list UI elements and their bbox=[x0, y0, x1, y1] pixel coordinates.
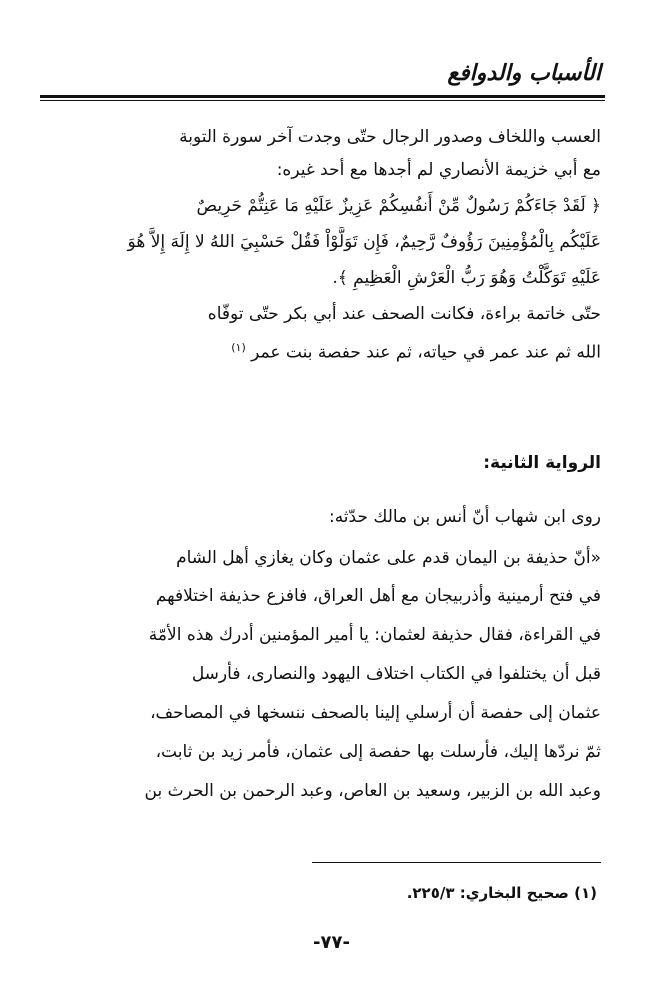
footnote: (١) صحيح البخاري: ٢٢٥/٣. bbox=[406, 884, 597, 902]
text-line: مع أبي خزيمة الأنصاري لم أجدها مع أحد غيره: bbox=[276, 160, 601, 180]
text-line: روى ابن شهاب أنّ أنس بن مالك حدّثه: bbox=[328, 507, 601, 527]
body-text-block-2 bbox=[70, 502, 601, 806]
quran-verse-line: عَلَيْكُم بِالْمُؤْمِنِينَ رَؤُوفٌ رَّحِيمٌ، فَإِن تَوَلَّوْاْ فَقُلْ حَسْبِيَ اللهُ لا إِلَهَ إِلاَّ هُوَ bbox=[127, 232, 601, 252]
running-header-title: الأسباب والدوافع bbox=[447, 60, 601, 86]
header-rule bbox=[40, 95, 605, 98]
text-line: حتّى خاتمة براءة، فكانت الصحف عند أبي بكر حتّى توفّاه bbox=[207, 304, 601, 324]
body-text-block-1 bbox=[70, 122, 601, 363]
section-heading: الرواية الثانية: bbox=[483, 453, 601, 473]
header-rule-thin bbox=[40, 100, 605, 101]
text-line: ثمّ نردّها إليك، فأرسلت بها حفصة إلى عثمان، فأمر زيد بن ثابت، bbox=[155, 742, 601, 762]
text-line: «أنّ حذيفة بن اليمان قدم على عثمان وكان يغازي أهل الشام bbox=[176, 548, 601, 568]
footnote-rule bbox=[312, 862, 601, 863]
text-segment: الله ثم عند عمر في حياته، ثم عند حفصة بنت عمر bbox=[251, 342, 601, 363]
footnote-reference: (١) bbox=[231, 341, 246, 354]
text-line: في فتح أرمينية وأذربيجان مع أهل العراق، فافزع حذيفة اختلافهم bbox=[155, 586, 601, 606]
text-line: قبل أن يختلفوا في الكتاب اختلاف اليهود والنصارى، فأرسل bbox=[191, 664, 601, 684]
quran-verse-line: عَلَيْهِ تَوَكَّلْتُ وَهُوَ رَبُّ الْعَرْشِ الْعَظِيمِ ﴾. bbox=[332, 268, 601, 288]
text-line: عثمان إلى حفصة أن أرسلي إلينا بالصحف ننسخها في المصاحف، bbox=[150, 703, 601, 723]
quran-verse-line: ﴿ لَقَدْ جَاءَكُمْ رَسُولٌ مِّنْ أَنفُسِكُمْ عَزِيزٌ عَلَيْهِ مَا عَنِتُّمْ حَرِيصٌ bbox=[196, 196, 601, 216]
text-line: وعبد الله بن الزبير، وسعيد بن العاص، وعبد الرحمن بن الحرث بن bbox=[144, 781, 601, 801]
page-number: -٧٧- bbox=[313, 932, 350, 953]
text-line: في القراءة، فقال حذيفة لعثمان: يا أمير المؤمنين أدرك هذه الأمّة bbox=[148, 625, 601, 645]
text-line-with-footnote bbox=[70, 333, 601, 363]
text-line: العسب واللخاف وصدور الرجال حتّى وجدت آخر سورة التوبة bbox=[179, 127, 601, 147]
